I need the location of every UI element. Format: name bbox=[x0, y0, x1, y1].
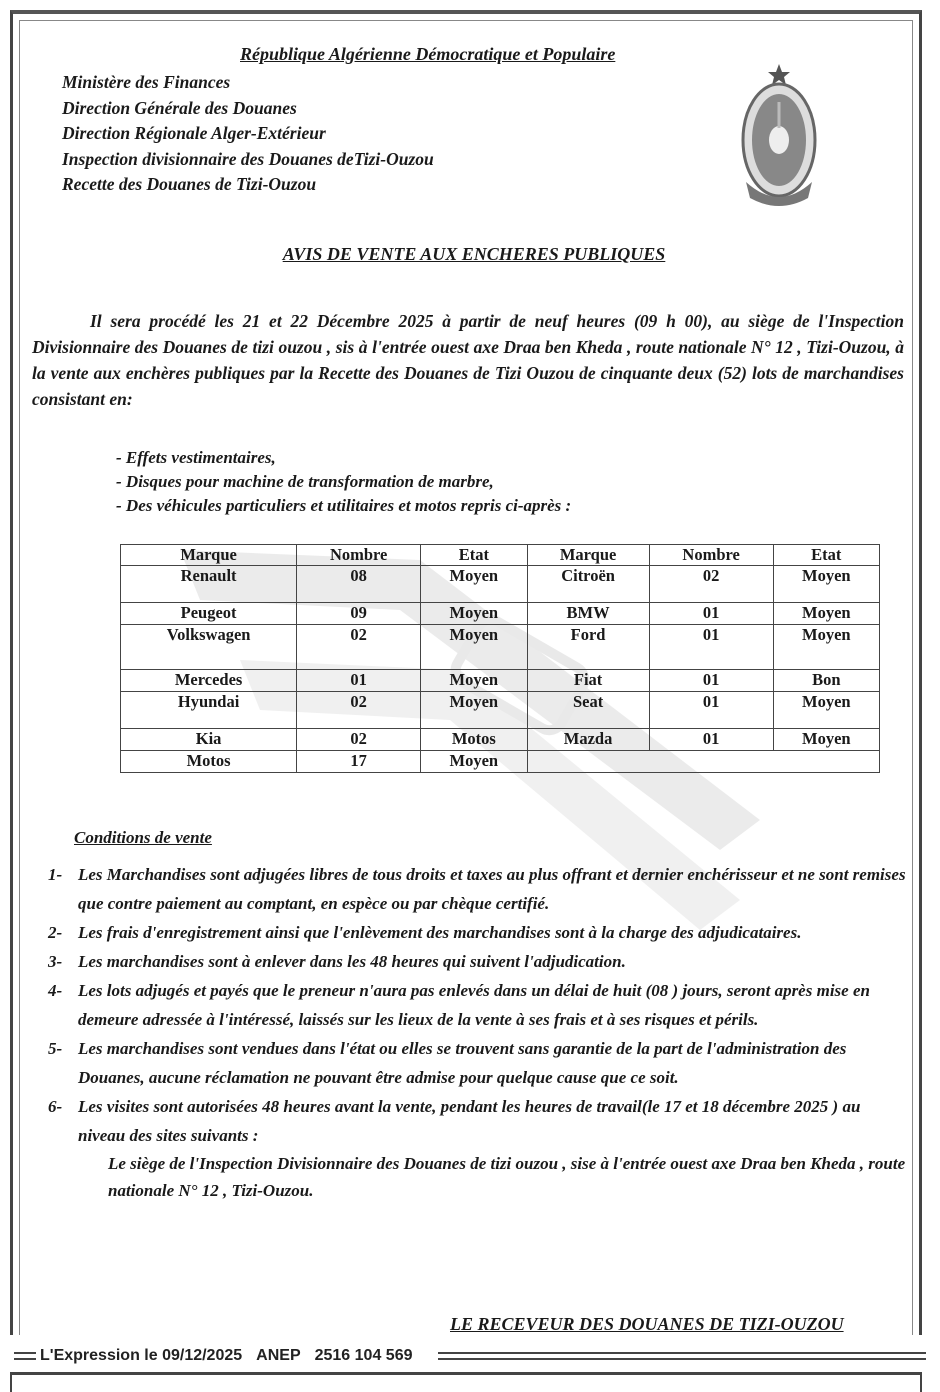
table-cell: 01 bbox=[649, 729, 773, 751]
list-item: - Effets vestimentaires, bbox=[116, 448, 276, 467]
table-cell: 01 bbox=[649, 692, 773, 729]
items-list bbox=[116, 446, 571, 518]
publication-name: L'Expression le 09/12/2025 bbox=[40, 1347, 243, 1364]
table-row bbox=[121, 729, 880, 751]
condition-text: Les lots adjugés et payés que le preneur n'aura pas enlevés dans un délai de huit (08 ) jours, seront après mise en demeure adressée à l'intéressé, laissés sur les lieux de la vente à ses frais et à ses risques et périls. bbox=[78, 981, 870, 1029]
table-cell: Ford bbox=[527, 625, 649, 670]
table-cell: Mercedes bbox=[121, 670, 297, 692]
table-cell: Moyen bbox=[421, 603, 527, 625]
header-line: Direction Générale des Douanes bbox=[62, 97, 297, 118]
table-cell: Moyen bbox=[421, 566, 527, 603]
table-cell: Citroën bbox=[527, 566, 649, 603]
table-header-row bbox=[121, 545, 880, 566]
list-item: - Disques pour machine de transformation de marbre, bbox=[116, 472, 494, 491]
next-ad-frame bbox=[10, 1372, 922, 1392]
table-cell: Moyen bbox=[773, 692, 879, 729]
table-cell: 01 bbox=[649, 670, 773, 692]
condition-text: Les marchandises sont vendues dans l'état ou elles se trouvent sans garantie de la part de l'administration des Douanes, aucune réclamation ne pouvant être admise pour quelque cause que ce soit. bbox=[78, 1039, 847, 1087]
table-cell: Moyen bbox=[773, 566, 879, 603]
agency-name: ANEP bbox=[256, 1347, 301, 1364]
table-row bbox=[121, 670, 880, 692]
customs-emblem-icon bbox=[738, 62, 820, 212]
table-cell: BMW bbox=[527, 603, 649, 625]
table-cell: Motos bbox=[421, 729, 527, 751]
table-cell: 01 bbox=[297, 670, 421, 692]
table-cell: 02 bbox=[297, 692, 421, 729]
condition-text: Les frais d'enregistrement ainsi que l'enlèvement des marchandises sont à la charge des adjudicataires. bbox=[78, 923, 802, 942]
conditions-list bbox=[48, 860, 910, 1204]
table-cell: Peugeot bbox=[121, 603, 297, 625]
table-cell: 17 bbox=[297, 751, 421, 773]
table-cell: 02 bbox=[297, 625, 421, 670]
table-row bbox=[121, 692, 880, 729]
table-cell: Hyundai bbox=[121, 692, 297, 729]
table-cell: Fiat bbox=[527, 670, 649, 692]
footer-rule-left bbox=[14, 1352, 36, 1360]
table-cell: Moyen bbox=[773, 603, 879, 625]
table-cell: Motos bbox=[121, 751, 297, 773]
table-cell: Kia bbox=[121, 729, 297, 751]
table-cell: 02 bbox=[297, 729, 421, 751]
table-cell: 08 bbox=[297, 566, 421, 603]
column-header: Etat bbox=[421, 545, 527, 566]
vehicles-table bbox=[120, 544, 880, 773]
list-item: - Des véhicules particuliers et utilitaires et motos repris ci-après : bbox=[116, 496, 572, 515]
condition-number: 6- bbox=[48, 1097, 63, 1116]
header-line: Direction Régionale Alger-Extérieur bbox=[62, 123, 326, 143]
table-cell: 01 bbox=[649, 625, 773, 670]
table-cell: Moyen bbox=[421, 625, 527, 670]
conditions-title: Conditions de vente bbox=[74, 828, 212, 847]
table-cell: Moyen bbox=[421, 692, 527, 729]
condition-item bbox=[48, 1092, 910, 1150]
condition-item bbox=[48, 1034, 910, 1092]
table-row bbox=[121, 751, 880, 773]
column-header: Nombre bbox=[649, 545, 773, 566]
column-header: Etat bbox=[773, 545, 879, 566]
condition-number: 5- bbox=[48, 1039, 63, 1058]
header-institutions bbox=[62, 70, 434, 198]
condition-number: 4- bbox=[48, 981, 63, 1000]
header-line: Inspection divisionnaire des Douanes deTizi-Ouzou bbox=[62, 148, 434, 169]
intro-paragraph bbox=[32, 308, 904, 412]
table-cell: Volkswagen bbox=[121, 625, 297, 670]
column-header: Nombre bbox=[297, 545, 421, 566]
table-cell: Moyen bbox=[421, 751, 527, 773]
condition-text: Les marchandises sont à enlever dans les 48 heures qui suivent l'adjudication. bbox=[78, 952, 626, 971]
page-title: AVIS DE VENTE AUX ENCHERES PUBLIQUES bbox=[282, 244, 666, 264]
condition-number: 3- bbox=[48, 952, 63, 971]
table-cell: Moyen bbox=[773, 625, 879, 670]
intro-text: Il sera procédé les 21 et 22 Décembre 2025 à partir de neuf heures (09 h 00), au siège de l'Inspection Divisionnaire des Douanes de tizi ouzou , sis à l'entrée ouest axe Draa ben Kheda , route nationale N° 12 , Tizi-Ouzou, à la vente aux enchères publiques par la Recette des Douanes de Tizi Ouzou de cinquante deux (52) lots de marchandises consistant en: bbox=[32, 311, 904, 409]
table-row bbox=[121, 625, 880, 670]
condition-item bbox=[48, 947, 910, 976]
table-cell: Renault bbox=[121, 566, 297, 603]
header-line: Ministère des Finances bbox=[62, 72, 231, 92]
condition-text: Les visites sont autorisées 48 heures avant la vente, pendant les heures de travail(le 17 et 18 décembre 2025 ) au niveau des sites suivants : bbox=[78, 1097, 861, 1145]
footer-rule-right bbox=[438, 1352, 926, 1360]
condition-text: Les Marchandises sont adjugées libres de tous droits et taxes au plus offrant et dernier enchérisseur et ne sont remises que contre paiement au comptant, en espèce ou par chèque certifié. bbox=[78, 865, 906, 913]
republic-heading: République Algérienne Démocratique et Populaire bbox=[240, 44, 616, 64]
table-cell: Moyen bbox=[421, 670, 527, 692]
table-cell: Seat bbox=[527, 692, 649, 729]
table-cell: 09 bbox=[297, 603, 421, 625]
table-cell: Moyen bbox=[773, 729, 879, 751]
table-cell-empty bbox=[527, 751, 880, 773]
visit-sites: Le siège de l'Inspection Divisionnaire des Douanes de tizi ouzou , sise à l'entrée ouest axe Draa ben Kheda , route nationale N° 12 , Tizi-Ouzou. bbox=[108, 1154, 906, 1200]
table-cell: Mazda bbox=[527, 729, 649, 751]
header-line: Recette des Douanes de Tizi-Ouzou bbox=[62, 174, 317, 194]
reference-number: 2516 104 569 bbox=[314, 1347, 413, 1364]
condition-number: 1- bbox=[48, 865, 63, 884]
condition-number: 2- bbox=[48, 923, 63, 942]
table-cell: Bon bbox=[773, 670, 879, 692]
table-row bbox=[121, 566, 880, 603]
table-cell: 01 bbox=[649, 603, 773, 625]
publication-footer bbox=[14, 1344, 926, 1368]
table-row bbox=[121, 603, 880, 625]
table-cell: 02 bbox=[649, 566, 773, 603]
column-header: Marque bbox=[527, 545, 649, 566]
condition-item bbox=[48, 976, 910, 1034]
signature-line: LE RECEVEUR DES DOUANES DE TIZI-OUZOU bbox=[450, 1314, 844, 1334]
column-header: Marque bbox=[121, 545, 297, 566]
condition-item bbox=[48, 860, 910, 918]
condition-item bbox=[48, 918, 910, 947]
